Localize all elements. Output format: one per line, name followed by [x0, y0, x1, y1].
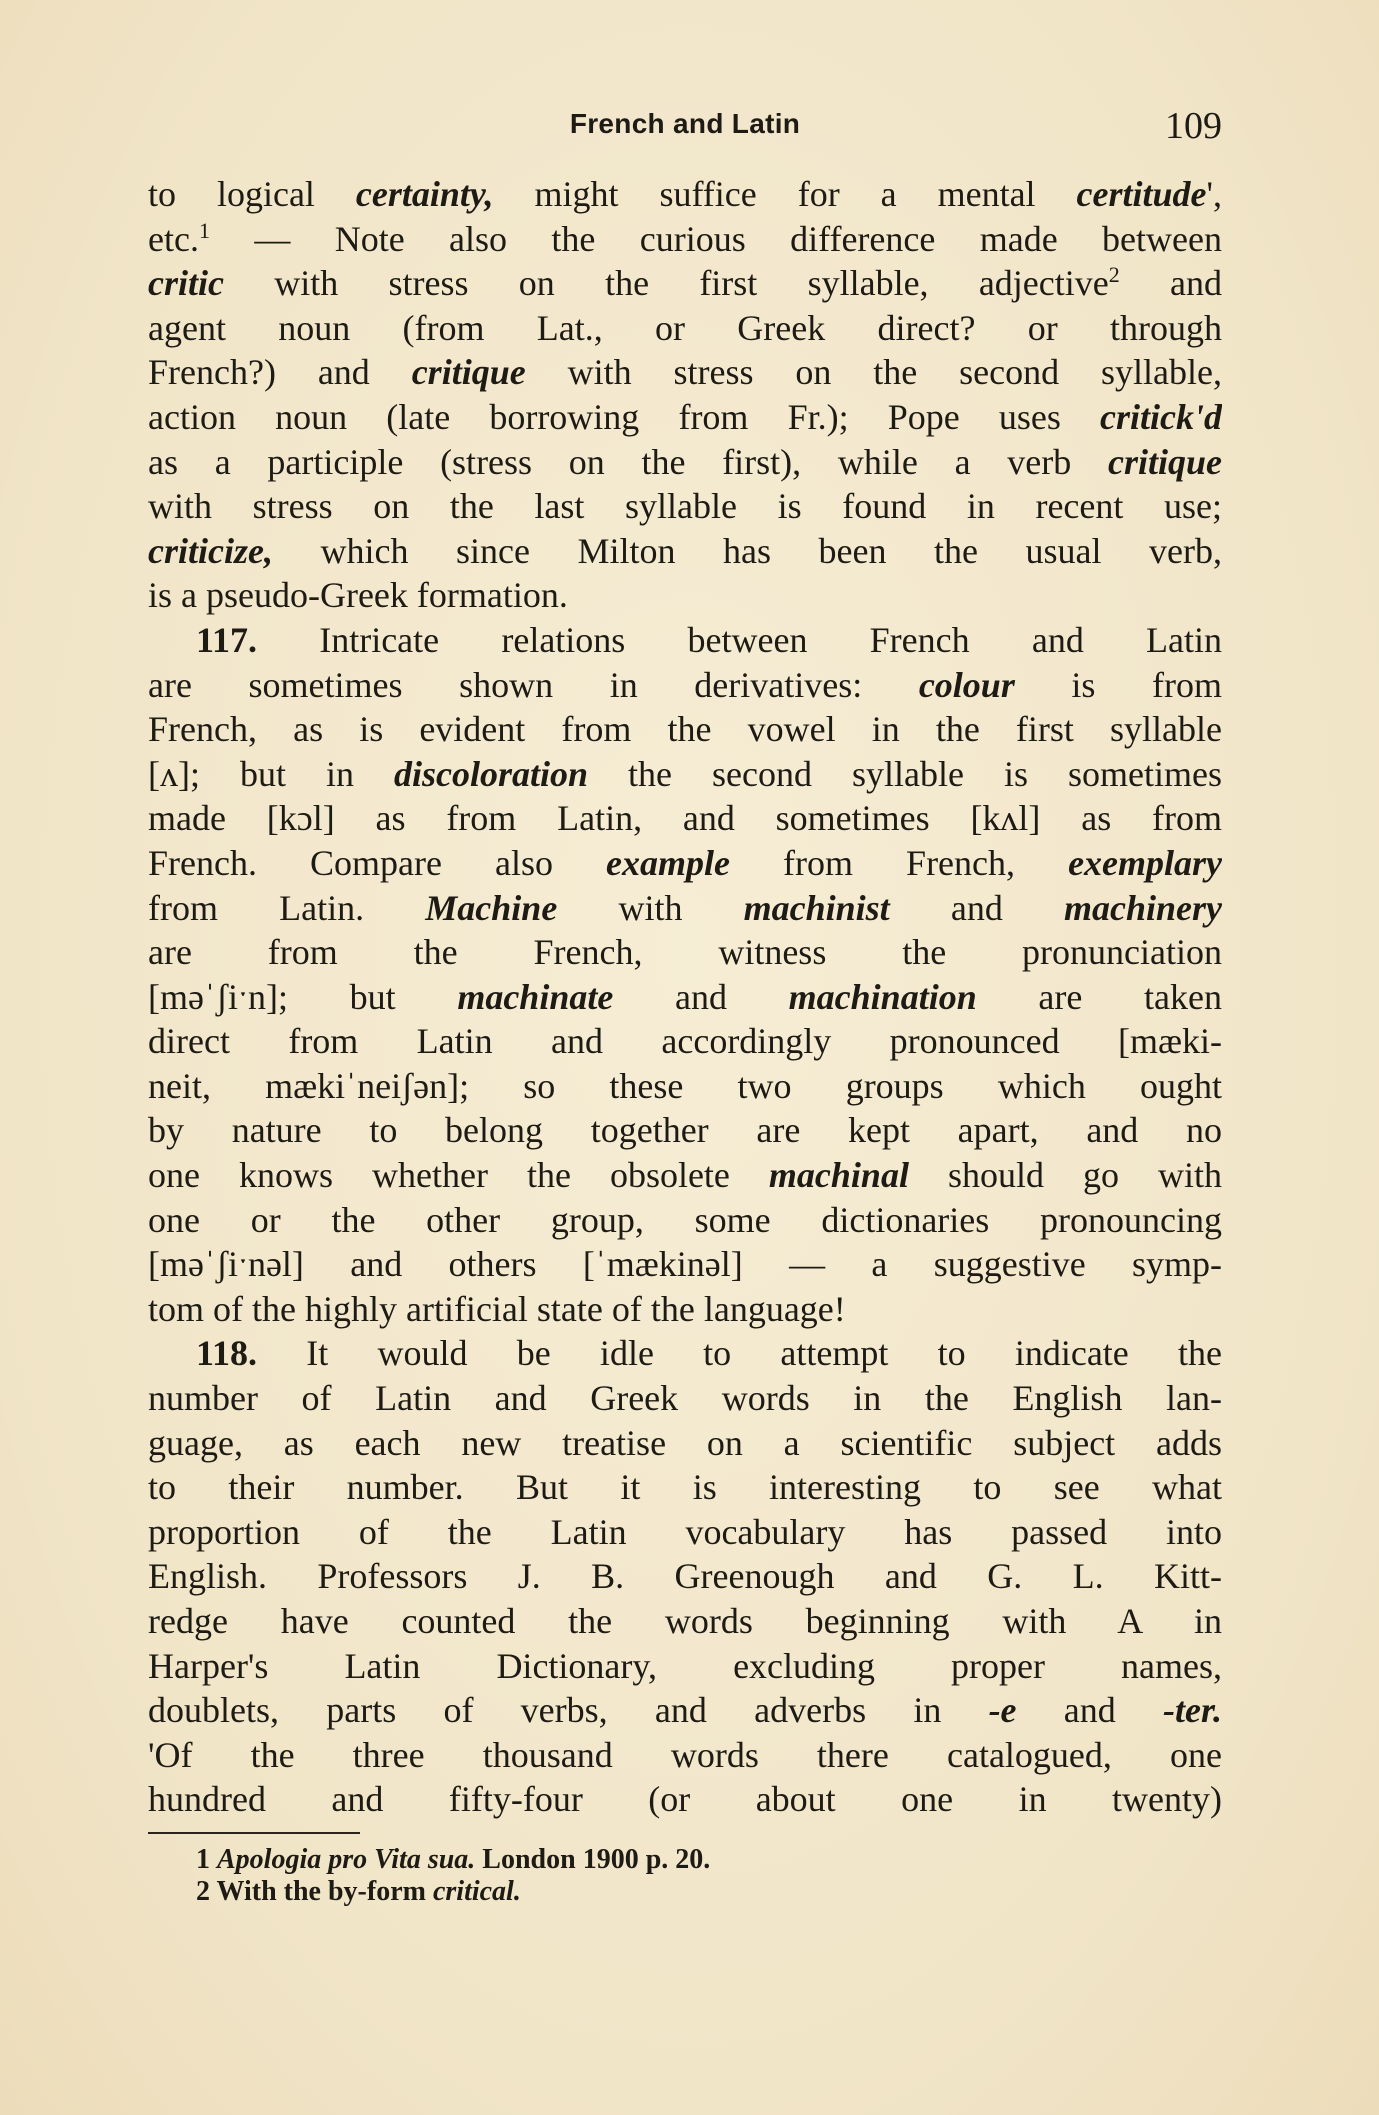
italic-term: criticize,	[148, 530, 273, 571]
text-line: [məˈʃiˑnəl] and others [ˈmækinəl] — a suggestive symp-	[148, 1244, 1222, 1285]
text-line: criticize, which since Milton has been the usual verb,	[148, 530, 1222, 571]
text-line: are sometimes shown in derivatives: colour is from	[148, 664, 1222, 705]
footnote: 2 With the by-form critical.	[196, 1876, 521, 1907]
footnote: 1 Apologia pro Vita sua. London 1900 p. 20.	[196, 1844, 711, 1875]
text-line: from Latin. Machine with machinist and machinery	[148, 887, 1222, 928]
italic-term: certainty,	[355, 174, 494, 214]
italic-term: -e	[988, 1690, 1017, 1731]
footnote-ref: 1	[198, 217, 210, 243]
italic-term: example	[606, 842, 730, 883]
text-line: made [kɔl] as from Latin, and sometimes [kʌl] as from	[148, 798, 1222, 839]
text-line: one or the other group, some dictionaries pronouncing	[148, 1199, 1222, 1240]
text-line: hundred and fifty-four (or about one in twenty)	[148, 1779, 1222, 1820]
section-number: 117.	[196, 619, 258, 660]
text-line: to logical certainty, might suffice for a mental certitude',	[148, 174, 1222, 214]
italic-term: colour	[918, 664, 1015, 705]
text-line: to their number. But it is interesting to see what	[148, 1467, 1222, 1508]
text-line: redge have counted the words beginning with A in	[148, 1601, 1222, 1641]
italic-term: -ter.	[1163, 1690, 1222, 1731]
main-text	[148, 172, 1222, 1822]
running-head: French and Latin	[569, 108, 801, 139]
italic-term: machinal	[768, 1155, 909, 1196]
italic-term: machination	[788, 976, 977, 1017]
text-line: French?) and critique with stress on the second syllable,	[148, 352, 1222, 393]
italic-term: discoloration	[394, 753, 589, 794]
italic-term: Apologia pro Vita sua.	[217, 1844, 476, 1875]
italic-term: critick'd	[1100, 396, 1222, 437]
italic-term: machinate	[457, 976, 614, 1017]
page-number: 109	[1165, 105, 1222, 147]
text-line: guage, as each new treatise on a scientific subject adds	[148, 1422, 1222, 1463]
text-line: French, as is evident from the vowel in the first syllable	[148, 709, 1222, 750]
text-line: etc.$^1$ — Note also the curious difference made between	[148, 217, 1222, 259]
footnote-ref: 2	[1108, 262, 1120, 288]
text-line: number of Latin and Greek words in the English lan-	[148, 1378, 1222, 1419]
text-line: Harper's Latin Dictionary, excluding proper names,	[148, 1645, 1222, 1686]
italic-term: machinist	[743, 887, 890, 928]
text-line: 118. It would be idle to attempt to indicate the	[196, 1333, 1222, 1374]
italic-term: critique	[411, 352, 526, 393]
text-line: is a pseudo-Greek formation.	[148, 575, 568, 616]
italic-term: exemplary	[1068, 842, 1222, 883]
italic-term: critical.	[432, 1876, 521, 1907]
text-line: neit, mækiˈneiʃən]; so these two groups which ought	[148, 1065, 1222, 1106]
italic-term: critique	[1108, 441, 1222, 482]
text-line: as a participle (stress on the first), while a verb critique	[148, 441, 1222, 482]
footnote-rule	[148, 1832, 360, 1834]
text-line: one knows whether the obsolete machinal should go with	[148, 1155, 1222, 1196]
page-header	[148, 105, 1222, 156]
text-line: proportion of the Latin vocabulary has passed into	[148, 1511, 1222, 1552]
section-number: 118.	[196, 1333, 258, 1374]
text-line: 'Of the three thousand words there catalogued, one	[148, 1734, 1222, 1775]
italic-term: machinery	[1064, 887, 1222, 928]
footnotes	[196, 1844, 1196, 1908]
italic-term: certitude	[1076, 174, 1207, 214]
text-line: with stress on the last syllable is found in recent use;	[148, 486, 1222, 527]
text-line: French. Compare also example from French, exemplary	[148, 842, 1222, 883]
text-line: 117. Intricate relations between French and Latin	[196, 619, 1222, 660]
text-line: by nature to belong together are kept apart, and no	[148, 1110, 1222, 1151]
text-line: are from the French, witness the pronunciation	[148, 932, 1222, 973]
text-line: English. Professors J. B. Greenough and G. L. Kitt-	[148, 1556, 1222, 1597]
italic-term: critic	[148, 263, 224, 304]
italic-term: Machine	[425, 887, 558, 928]
text-line: agent noun (from Lat., or Greek direct? or through	[148, 307, 1222, 348]
text-line: tom of the highly artificial state of the language!	[148, 1288, 846, 1329]
text-line: [məˈʃiˑn]; but machinate and machination are taken	[148, 976, 1222, 1017]
text-line: [ʌ]; but in discoloration the second syllable is sometimes	[148, 753, 1222, 794]
text-line: direct from Latin and accordingly pronounced [mæki-	[148, 1021, 1222, 1062]
text-line: action noun (late borrowing from Fr.); Pope uses critick'd	[148, 396, 1222, 437]
text-line: doublets, parts of verbs, and adverbs in -e and -ter.	[148, 1690, 1222, 1731]
text-line: critic with stress on the first syllable, adjective$^2$ and	[148, 262, 1222, 304]
